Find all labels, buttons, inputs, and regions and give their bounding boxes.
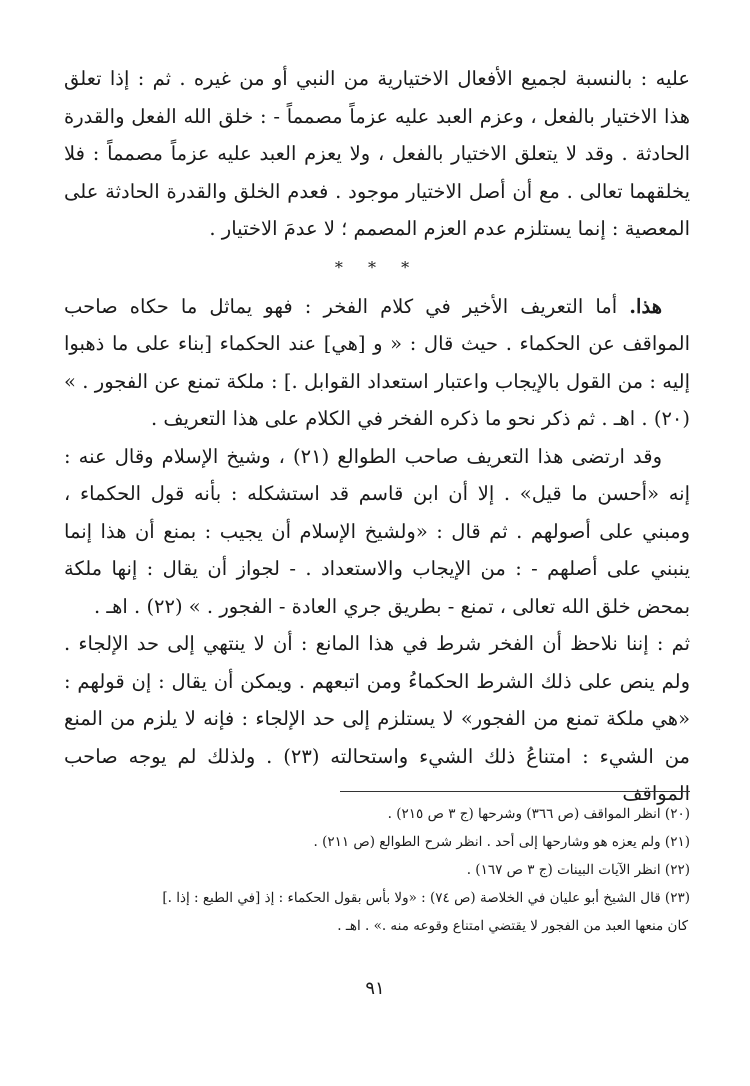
footnotes [64, 800, 690, 940]
paragraph-4: ثم : إننا نلاحظ أن الفخر شرط في هذا المانع : أن لا ينتهي إلى حد الإلجاء . ولم ينص على ذلك الشرط الحكماءُ ومن اتبعهم . ويمكن أن يقال : إن قولهم : «هي ملكة تمنع من الفجور» لا يستلزم إلى حد الإلجاء : فإنه لا يلزم من المنع من الشيء : امتناعُ ذلك الشيء واستحالته (٢٣) . ولذلك لم يوجه صاحب المواقف [64, 632, 690, 805]
paragraph-1: عليه : بالنسبة لجميع الأفعال الاختيارية من النبي أو من غيره . ثم : إذا تعلق هذا الاختيار بالفعل ، وعزم العبد عليه عزماً مصمماً - : خلق الله الفعل والقدرة الحادثة . وقد لا يتعلق الاختيار بالفعل ، ولا يعزم العبد عليه عزماً مصمماً : فلا يخلقهما تعالى . مع أن أصل الاختيار موجود . فعدم الخلق والقدرة الحادثة على المعصية : إنما يستلزم عدم العزم المصمم ؛ لا عدمَ الاختيار . [64, 67, 690, 240]
paragraph-2 [64, 288, 690, 438]
page-number: ٩١ [365, 978, 385, 999]
paragraph-2-lead: هذا. [629, 294, 662, 318]
footnote-23-continued: كان منعها العبد من الفجور لا يقتضي امتناع وقوعه منه .» . اهـ . [337, 918, 688, 934]
main-text [64, 60, 690, 813]
footnote-20: (٢٠) انظر المواقف (ص ٣٦٦) وشرحها (ج ٣ ص ٢١٥) . [387, 806, 690, 822]
footnote-21: (٢١) ولم يعزه هو وشارحها إلى أحد . انظر شرح الطوالع (ص ٢١١) . [313, 834, 690, 850]
paragraph-3: وقد ارتضى هذا التعريف صاحب الطوالع (٢١) ، وشيخ الإسلام وقال عنه : إنه «أحسن ما قيل» . إلا أن ابن قاسم قد استشكله : بأنه قول الحكماء ، ومبني على أصولهم . ثم قال : «ولشيخ الإسلام أن يجيب : بمنع أن هذا إنما ينبني على أصلهم - : من الإيجاب والاستعداد . - لجواز أن يقال : إنها ملكة بمحض خلق الله تعالى ، تمنع - بطريق جري العادة - الفجور . » (٢٢) . اهـ . [64, 444, 690, 618]
paragraph-2-body: أما التعريف الأخير في كلام الفخر : فهو يماثل ما حكاه صاحب المواقف عن الحكماء . حيث قال : « و [هي] عند الحكماء [بناء على ما ذهبوا إليه : من القول بالإيجاب واعتبار استعداد القوابل .] : ملكة تمنع عن الفجور . » (٢٠) . اهـ . ثم ذكر نحو ما ذكره الفخر في الكلام على هذا التعريف . [64, 294, 690, 430]
footnote-22: (٢٢) انظر الآيات البينات (ج ٣ ص ١٦٧) . [466, 862, 690, 878]
footnote-divider [340, 791, 690, 792]
section-separator: * * * [334, 257, 420, 277]
footnote-23: (٢٣) قال الشيخ أبو عليان في الخلاصة (ص ٧٤) : «ولا بأس بقول الحكماء : إذ [في الطبع : إذا .] [162, 890, 690, 906]
